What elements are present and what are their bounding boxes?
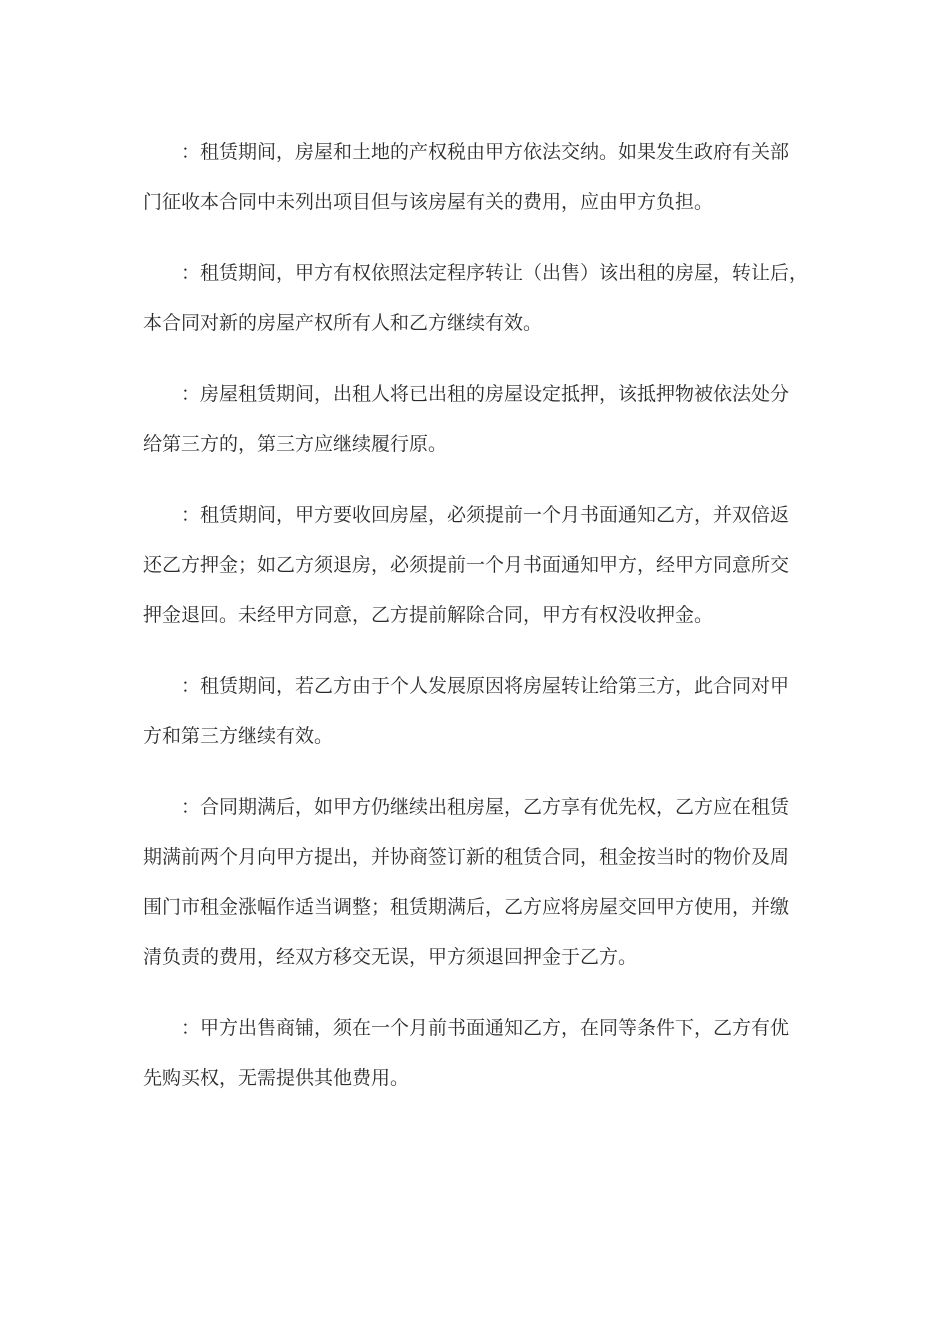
paragraph-line: ：租赁期间，甲方要收回房屋，必须提前一个月书面通知乙方，并双倍返: [181, 504, 790, 526]
paragraph-line: ：房屋租赁期间，出租人将已出租的房屋设定抵押，该抵押物被依法处分: [181, 383, 790, 405]
paragraph-line: ：租赁期间，甲方有权依照法定程序转让（出售）该出租的房屋，转让后，: [181, 262, 809, 284]
clause-paragraph: [143, 127, 803, 227]
paragraph-line: 期满前两个月向甲方提出，并协商签订新的租赁合同，租金按当时的物价及周: [143, 846, 790, 868]
clause-paragraph: [143, 248, 809, 348]
paragraph-line: 清负责的费用，经双方移交无误，甲方须退回押金于乙方。: [143, 946, 638, 968]
document-body: [143, 127, 809, 1124]
clause-paragraph: [143, 661, 803, 761]
clause-paragraph: [143, 369, 803, 469]
paragraph-line: ：租赁期间，房屋和土地的产权税由甲方依法交纳。如果发生政府有关部: [181, 141, 790, 163]
clause-paragraph: [143, 782, 803, 982]
paragraph-line: 围门市租金涨幅作适当调整；租赁期满后，乙方应将房屋交回甲方使用，并缴: [143, 896, 790, 918]
paragraph-line: 门征收本合同中未列出项目但与该房屋有关的费用，应由甲方负担。: [143, 191, 714, 213]
paragraph-line: ：租赁期间，若乙方由于个人发展原因将房屋转让给第三方，此合同对甲: [181, 675, 790, 697]
paragraph-line: 还乙方押金；如乙方须退房，必须提前一个月书面通知甲方，经甲方同意所交: [143, 554, 790, 576]
paragraph-line: 先购买权，无需提供其他费用。: [143, 1067, 410, 1089]
paragraph-line: ：甲方出售商铺，须在一个月前书面通知乙方，在同等条件下，乙方有优: [181, 1017, 790, 1039]
paragraph-line: 给第三方的，第三方应继续履行原。: [143, 433, 448, 455]
clause-paragraph: [143, 490, 803, 640]
paragraph-line: ：合同期满后，如甲方仍继续出租房屋，乙方享有优先权，乙方应在租赁: [181, 796, 790, 818]
paragraph-line: 方和第三方继续有效。: [143, 725, 334, 747]
clause-paragraph: [143, 1003, 803, 1103]
paragraph-line: 本合同对新的房屋产权所有人和乙方继续有效。: [143, 312, 543, 334]
paragraph-line: 押金退回。未经甲方同意，乙方提前解除合同，甲方有权没收押金。: [143, 604, 714, 626]
